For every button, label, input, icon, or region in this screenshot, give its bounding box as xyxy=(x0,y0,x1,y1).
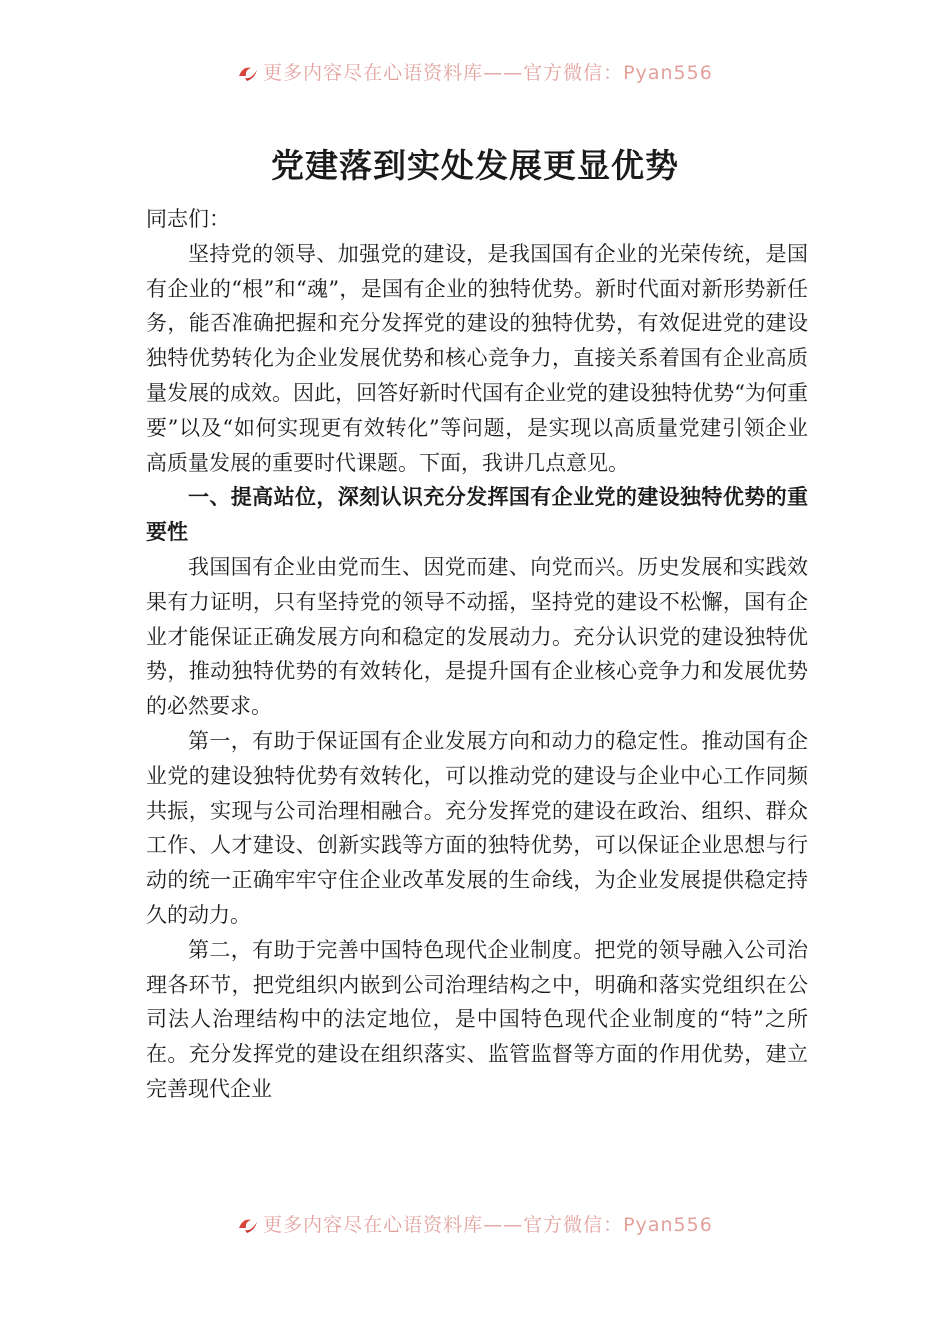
paragraph-intro: 坚持党的领导、加强党的建设，是我国国有企业的光荣传统，是国有企业的“根”和“魂”，是国有企业的独特优势。新时代面对新形势新任务，能否准确把握和充分发挥党的建设的独特优势，有效促进党的建设独特优势转化为企业发展优势和核心竞争力，直接关系着国有企业高质量发展的成效。因此，回答好新时代国有企业党的建设独特优势“为何重要”以及“如何实现更有效转化”等问题，是实现以高质量党建引领企业高质量发展的重要时代课题。下面，我讲几点意见。 xyxy=(146,241,808,475)
brand-logo-icon xyxy=(237,64,259,82)
watermark-text: 更多内容尽在心语资料库——官方微信：Pyan556 xyxy=(263,62,713,84)
watermark-top xyxy=(0,58,950,85)
paragraph-history: 我国国有企业由党而生、因党而建、向党而兴。历史发展和实践效果有力证明，只有坚持党的领导不动摇，坚持党的建设不松懈，国有企业才能保证正确发展方向和稳定的发展动力。充分认识党的建设独特优势，推动独特优势的有效转化，是提升国有企业核心竞争力和发展优势的必然要求。 xyxy=(146,554,808,719)
document-title: 党建落到实处发展更显优势 xyxy=(271,146,679,185)
watermark-bottom xyxy=(0,1210,950,1237)
salutation: 同志们： xyxy=(146,207,230,231)
document-body xyxy=(146,202,808,1107)
paragraph-point-2: 第二，有助于完善中国特色现代企业制度。把党的领导融入公司治理各环节，把党组织内嵌到公司治理结构之中，明确和落实党组织在公司法人治理结构中的法定地位，是中国特色现代企业制度的“特”之所在。充分发挥党的建设在组织落实、监管监督等方面的作用优势，建立完善现代企业 xyxy=(146,937,808,1101)
section-heading-1: 一、提高站位，深刻认识充分发挥国有企业党的建设独特优势的重要性 xyxy=(146,485,808,545)
watermark-text: 更多内容尽在心语资料库——官方微信：Pyan556 xyxy=(263,1214,713,1236)
brand-logo-icon xyxy=(237,1216,259,1234)
paragraph-point-1: 第一，有助于保证国有企业发展方向和动力的稳定性。推动国有企业党的建设独特优势有效转化，可以推动党的建设与企业中心工作同频共振，实现与公司治理相融合。充分发挥党的建设在政治、组织、群众工作、人才建设、创新实践等方面的独特优势，可以保证企业思想与行动的统一正确牢牢守住企业改革发展的生命线，为企业发展提供稳定持久的动力。 xyxy=(146,728,808,927)
